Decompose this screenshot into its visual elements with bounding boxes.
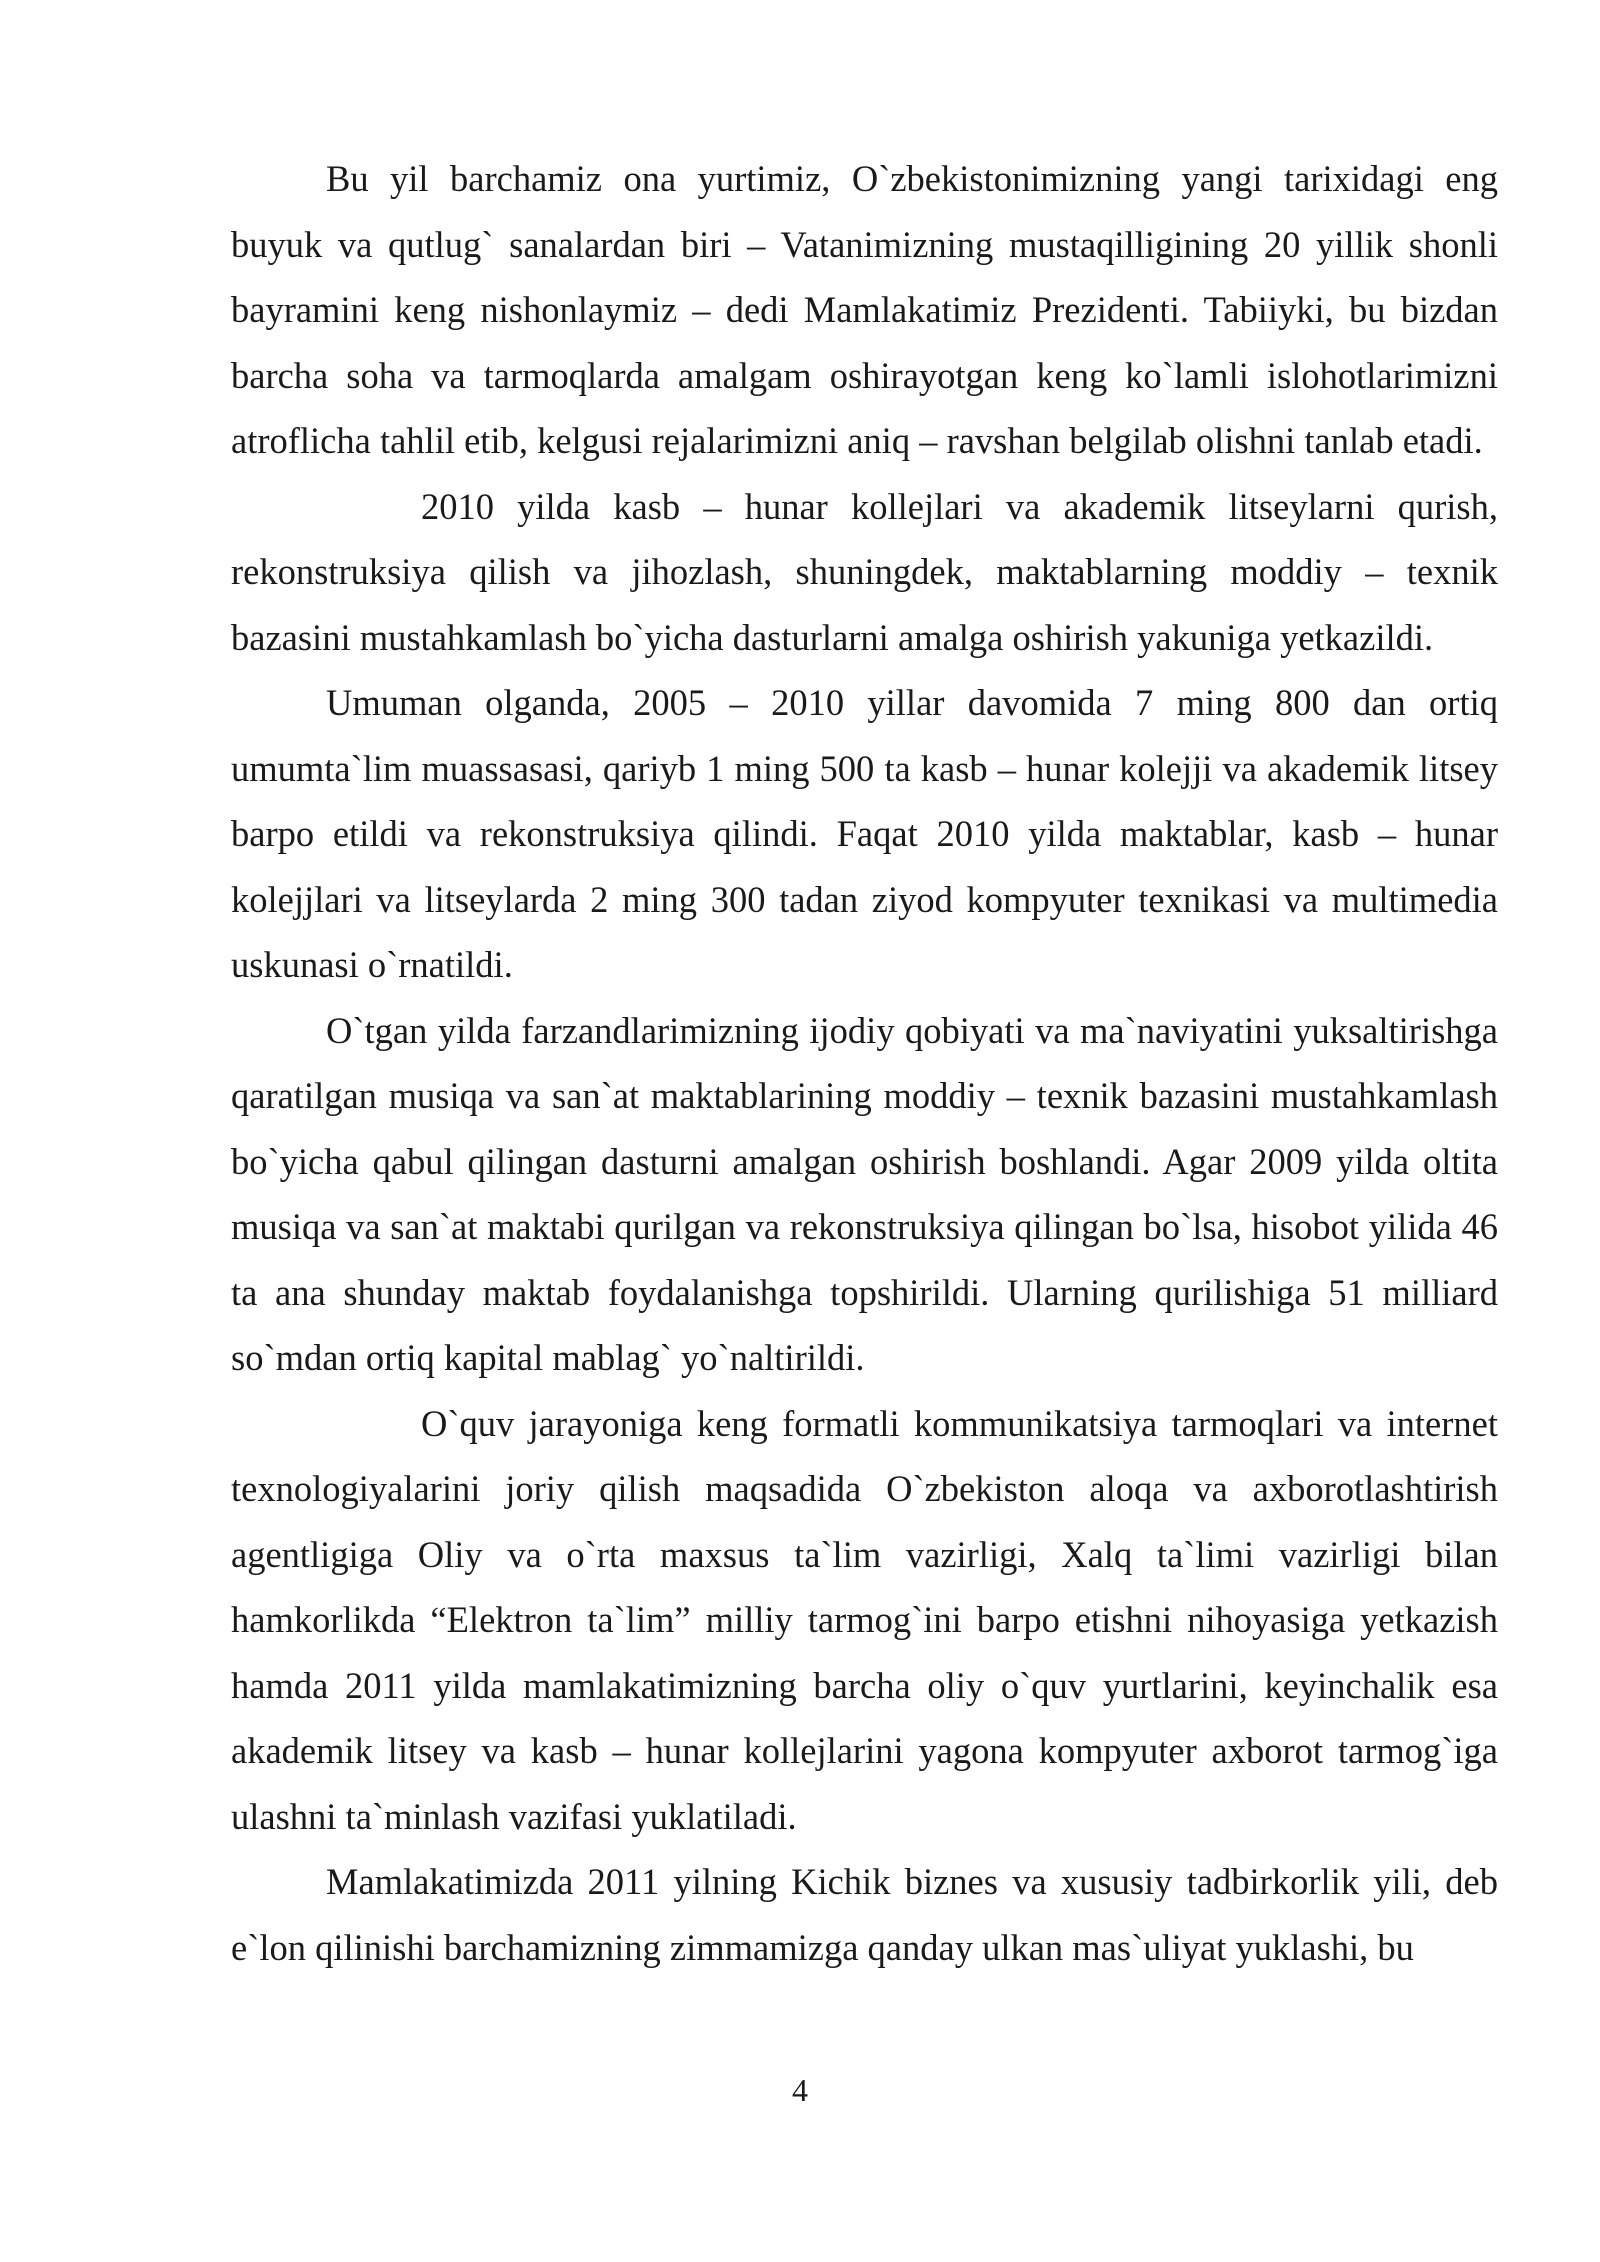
paragraph-6: Mamlakatimizda 2011 yilning Kichik biznes va xususiy tadbirkorlik yili, deb e`lon qilinishi barchamizning zimmamizga qanday ulkan mas`uliyat yuklashi, bu bbox=[231, 1861, 1498, 1968]
paragraph-4: O`tgan yilda farzandlarimizning ijodiy qobiyati va ma`naviyatini yuksaltirishga qaratilgan musiqa va san`at maktablarining moddiy – texnik bazasini mustahkamlash bo`yicha qabul qilingan dasturni amalgan oshirish boshlandi. Agar 2009 yilda oltita musiqa va san`at maktabi qurilgan va rekonstruksiya qilingan bo`lsa, hisobot yilida 46 ta ana shunday maktab foydalanishga topshirildi. Ularning qurilishiga 51 milliard so`mdan ortiq kapital mablag` yo`naltirildi. bbox=[231, 1009, 1498, 1378]
body-text bbox=[231, 146, 1498, 1980]
paragraph-5: O`quv jarayoniga keng formatli kommunikatsiya tarmoqlari va internet texnologiyalarini joriy qilish maqsadida O`zbekiston aloqa va axborotlashtirish agentligiga Oliy va o`rta maxsus ta`lim vazirligi, Xalq ta`limi vazirligi bilan hamkorlikda “Elektron ta`lim” milliy tarmog`ini barpo etishni nihoyasiga yetkazish hamda 2011 yilda mamlakatimizning barcha oliy o`quv yurtlarini, keyinchalik esa akademik litsey va kasb – hunar kollejlarini yagona kompyuter axborot tarmog`iga ulashni ta`minlash vazifasi yuklatiladi. bbox=[231, 1402, 1498, 1837]
paragraph-1: Bu yil barchamiz ona yurtimiz, O`zbekistonimizning yangi tarixidagi eng buyuk va qutlug` sanalardan biri – Vatanimizning mustaqilligining 20 yillik shonli bayramini keng nishonlaymiz – dedi Mamlakatimiz Prezidenti. Tabiiyki, bu bizdan barcha soha va tarmoqlarda amalgam oshirayotgan keng ko`lamli islohotlarimizni atroflicha tahlil etib, kelgusi rejalarimizni aniq – ravshan belgilab olishni tanlab etadi. bbox=[231, 158, 1498, 461]
paragraph-2: 2010 yilda kasb – hunar kollejlari va akademik litseylarni qurish, rekonstruksiya qilish va jihozlash, shuningdek, maktablarning moddiy – texnik bazasini mustahkamlash bo`yicha dasturlarni amalga oshirish yakuniga yetkazildi. bbox=[231, 485, 1498, 658]
paragraph-3: Umuman olganda, 2005 – 2010 yillar davomida 7 ming 800 dan ortiq umumta`lim muassasasi, qariyb 1 ming 500 ta kasb – hunar kolejji va akademik litsey barpo etildi va rekonstruksiya qilindi. Faqat 2010 yilda maktablar, kasb – hunar kolejjlari va litseylarda 2 ming 300 tadan ziyod kompyuter texnikasi va multimedia uskunasi o`rnatildi. bbox=[231, 682, 1498, 985]
page-number: 4 bbox=[792, 2072, 808, 2108]
